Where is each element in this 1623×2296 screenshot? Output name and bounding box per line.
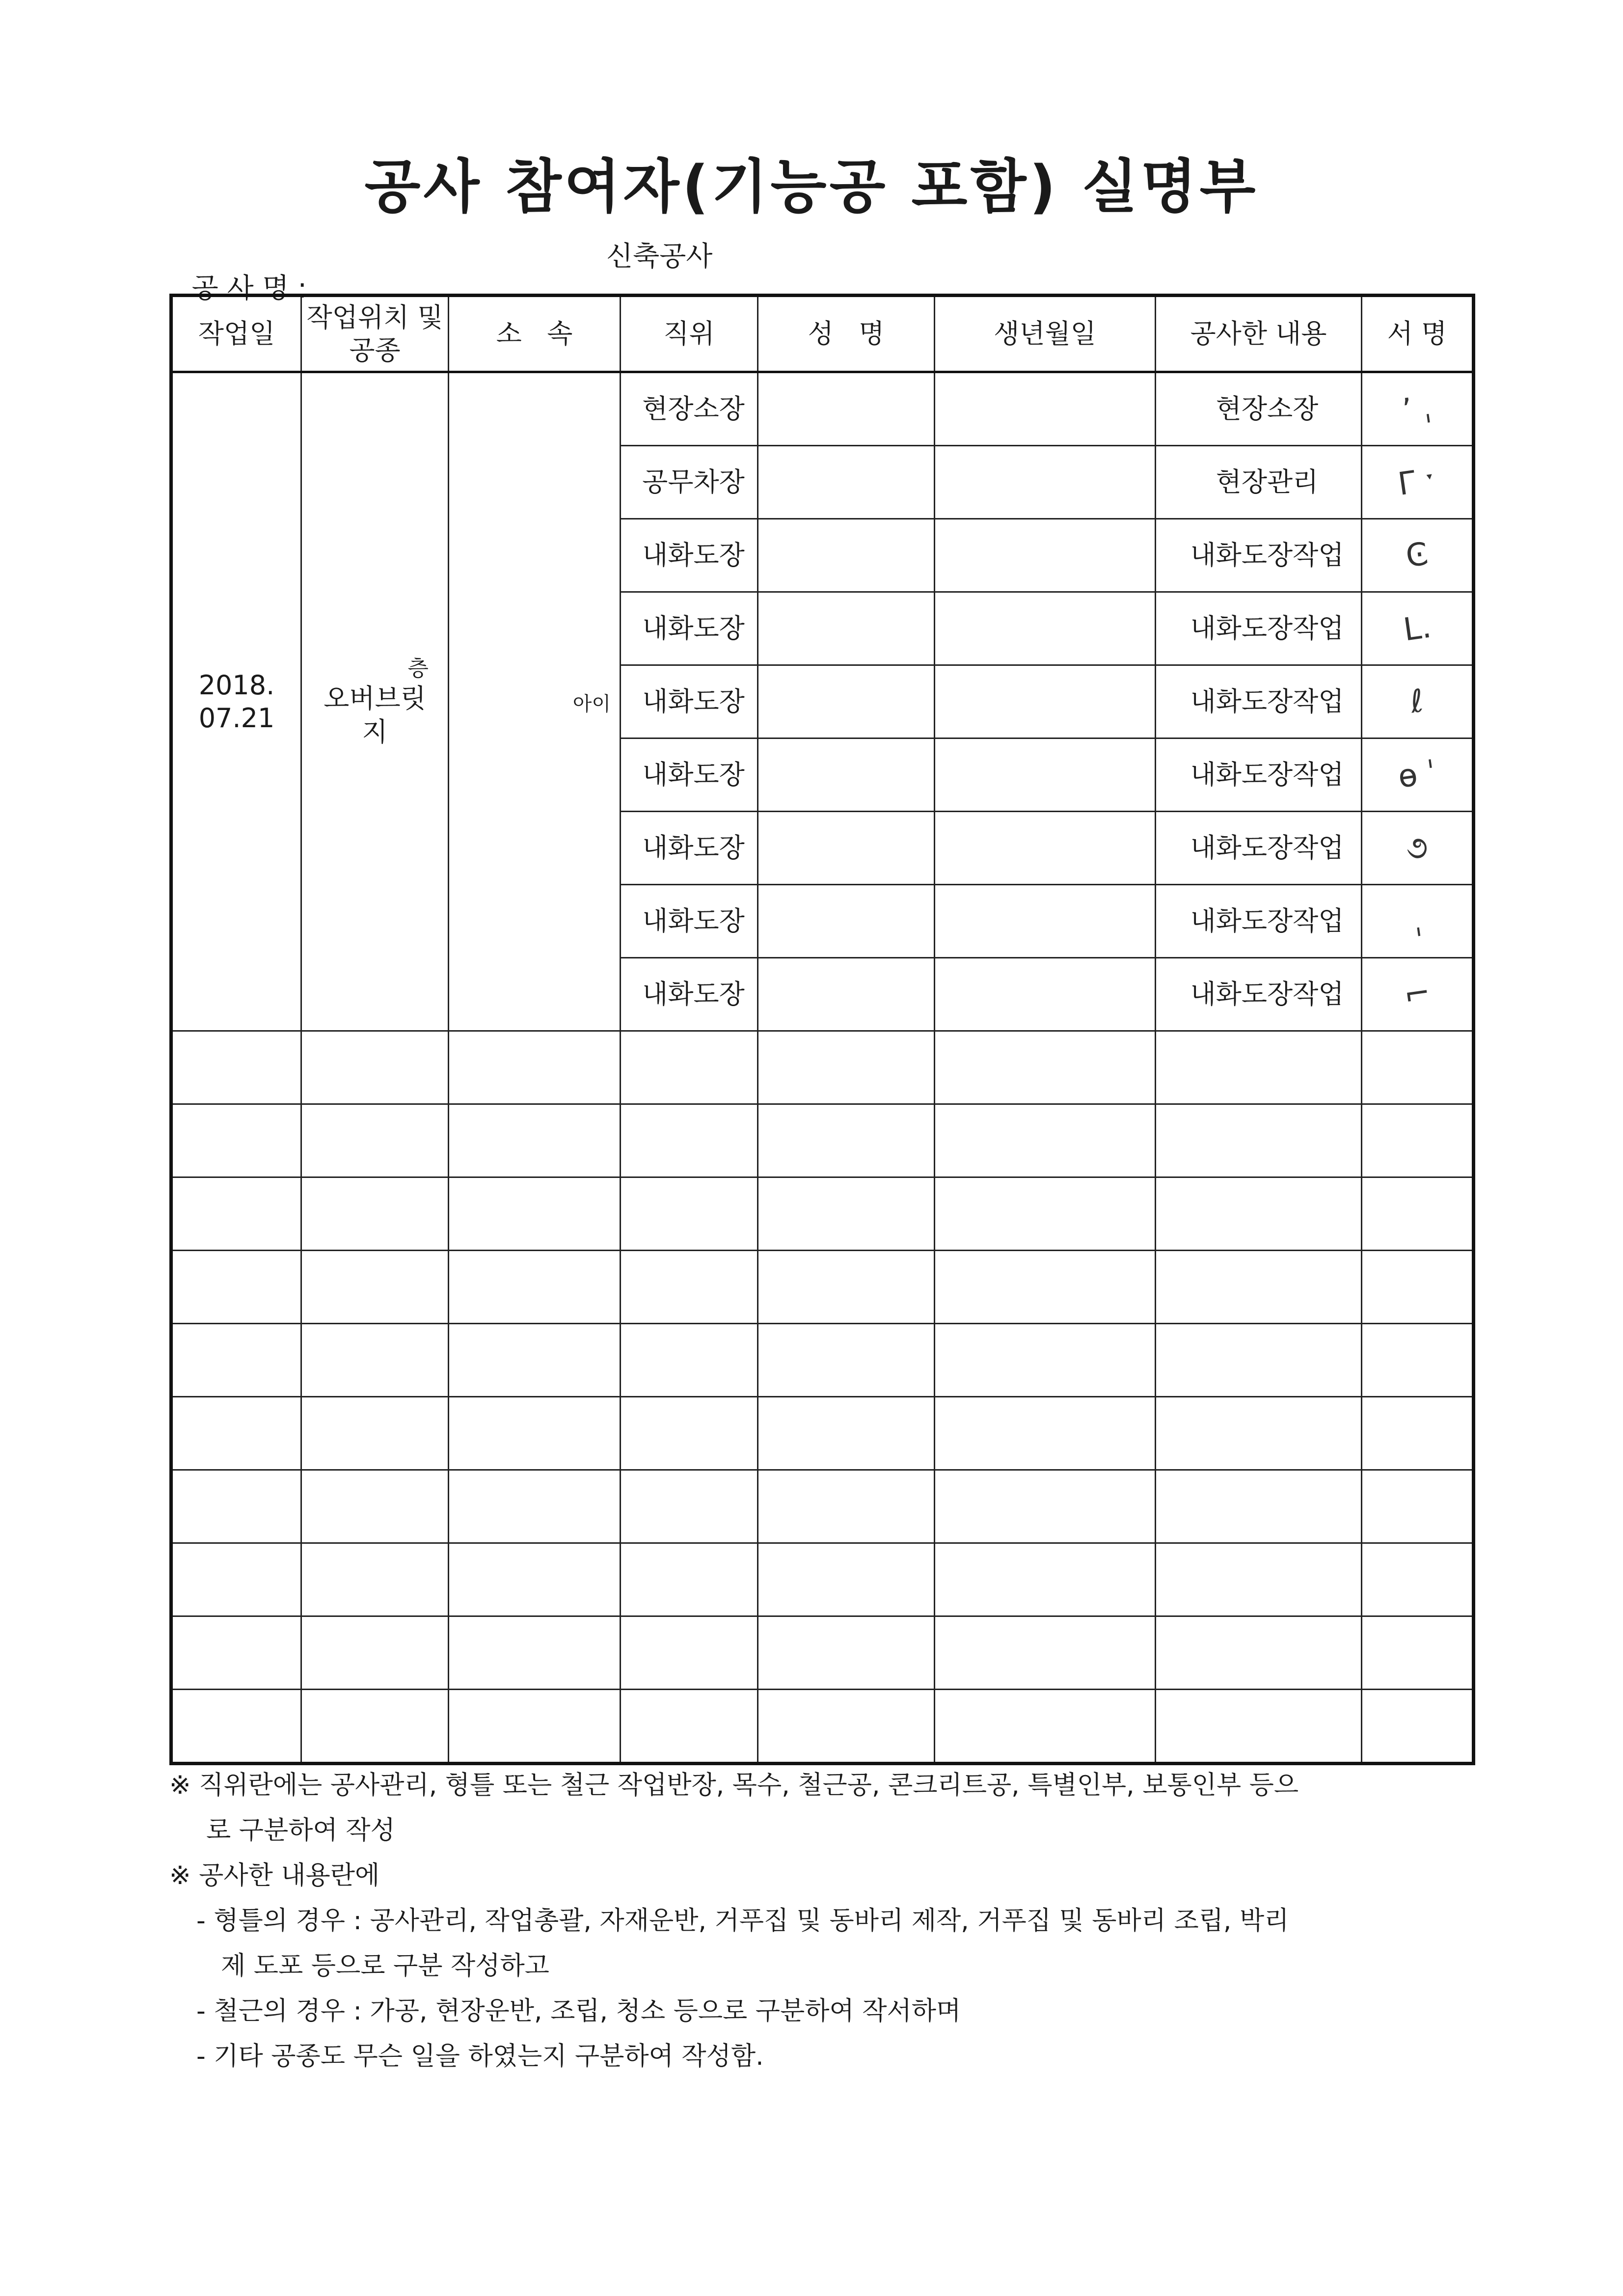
signature-mark: ɵ ˈ [1396, 754, 1438, 796]
empty-cell [621, 1543, 758, 1616]
empty-cell [621, 1104, 758, 1177]
empty-cell [301, 1543, 449, 1616]
empty-cell [449, 1690, 621, 1764]
empty-cell [1156, 1031, 1362, 1104]
signature-cell [1362, 519, 1474, 592]
empty-cell [171, 1616, 301, 1690]
role-cell: 현장소장 [621, 372, 758, 446]
empty-cell [758, 1543, 935, 1616]
empty-cell [171, 1543, 301, 1616]
empty-cell [1362, 1397, 1474, 1470]
header-row [171, 296, 1474, 372]
empty-cell [1156, 1616, 1362, 1690]
birth-cell [935, 738, 1156, 812]
role-cell: 내화도장 [621, 958, 758, 1031]
note-line: 로 구분하여 작성 [206, 1816, 395, 1845]
location-floor: 층 [407, 656, 429, 681]
work-cell: 내화도장작업 [1156, 958, 1362, 1031]
empty-row [171, 1177, 1474, 1251]
name-cell [758, 665, 935, 738]
work-cell: 내화도장작업 [1156, 665, 1362, 738]
header-work-date: 작업일 [171, 296, 301, 372]
empty-cell [621, 1470, 758, 1543]
empty-cell [449, 1177, 621, 1251]
empty-cell [171, 1104, 301, 1177]
empty-cell [758, 1251, 935, 1324]
empty-row [171, 1470, 1474, 1543]
empty-cell [1362, 1616, 1474, 1690]
work-cell: 현장관리 [1156, 446, 1362, 519]
signature-cell [1362, 885, 1474, 958]
signature-mark: Ͼ [1404, 536, 1431, 575]
empty-cell [935, 1031, 1156, 1104]
header-location: 작업위치 및 공종 [301, 296, 449, 372]
empty-cell [1156, 1251, 1362, 1324]
name-cell [758, 958, 935, 1031]
empty-cell [758, 1177, 935, 1251]
empty-cell [1362, 1543, 1474, 1616]
empty-cell [1156, 1470, 1362, 1543]
empty-cell [935, 1104, 1156, 1177]
name-cell [758, 885, 935, 958]
signature-mark: ૭ [1404, 828, 1431, 868]
location-cell [301, 372, 449, 1031]
role-cell: 내화도장 [621, 592, 758, 665]
work-date-part: 2018. [198, 669, 275, 701]
empty-cell [935, 1251, 1156, 1324]
empty-cell [758, 1470, 935, 1543]
note-line: ※ 공사한 내용란에 [169, 1861, 380, 1890]
empty-cell [935, 1690, 1156, 1764]
empty-cell [449, 1397, 621, 1470]
header-name: 성 명 [758, 296, 935, 372]
empty-cell [171, 1397, 301, 1470]
birth-cell [935, 885, 1156, 958]
empty-cell [449, 1104, 621, 1177]
empty-cell [621, 1031, 758, 1104]
table-body [171, 372, 1474, 1764]
empty-cell [1156, 1690, 1362, 1764]
signature-cell [1362, 446, 1474, 519]
empty-cell [1156, 1324, 1362, 1397]
birth-cell [935, 665, 1156, 738]
signature-mark: ℓ [1408, 683, 1426, 721]
table-row [171, 372, 1474, 446]
signature-cell [1362, 958, 1474, 1031]
empty-cell [301, 1324, 449, 1397]
role-cell: 내화도장 [621, 519, 758, 592]
work-cell: 내화도장작업 [1156, 519, 1362, 592]
empty-row [171, 1324, 1474, 1397]
empty-cell [935, 1616, 1156, 1690]
signature-cell [1362, 812, 1474, 885]
page-title: 공사 참여자(기능공 포함) 실명부 [364, 153, 1259, 220]
empty-cell [171, 1251, 301, 1324]
signature-cell [1362, 592, 1474, 665]
name-cell [758, 519, 935, 592]
role-cell: 내화도장 [621, 665, 758, 738]
empty-cell [758, 1104, 935, 1177]
work-cell: 내화도장작업 [1156, 885, 1362, 958]
empty-cell [301, 1104, 449, 1177]
empty-cell [301, 1031, 449, 1104]
empty-cell [621, 1177, 758, 1251]
empty-cell [171, 1690, 301, 1764]
empty-cell [758, 1690, 935, 1764]
header-role: 직위 [621, 296, 758, 372]
empty-cell [1362, 1177, 1474, 1251]
empty-cell [449, 1251, 621, 1324]
empty-cell [621, 1324, 758, 1397]
empty-cell [301, 1177, 449, 1251]
empty-cell [449, 1470, 621, 1543]
empty-cell [935, 1470, 1156, 1543]
empty-cell [1362, 1251, 1474, 1324]
name-cell [758, 592, 935, 665]
empty-cell [621, 1251, 758, 1324]
role-cell: 내화도장 [621, 885, 758, 958]
work-cell: 현장소장 [1156, 372, 1362, 446]
empty-row [171, 1397, 1474, 1470]
empty-cell [935, 1543, 1156, 1616]
empty-cell [621, 1690, 758, 1764]
empty-row [171, 1251, 1474, 1324]
empty-row [171, 1616, 1474, 1690]
participant-table [169, 294, 1475, 1765]
empty-cell [171, 1324, 301, 1397]
role-cell: 내화도장 [621, 812, 758, 885]
empty-cell [935, 1397, 1156, 1470]
empty-row [171, 1690, 1474, 1764]
empty-cell [758, 1031, 935, 1104]
signature-mark: ˌ [1410, 902, 1424, 940]
work-cell: 내화도장작업 [1156, 592, 1362, 665]
empty-cell [171, 1031, 301, 1104]
location-block [311, 655, 438, 748]
empty-cell [301, 1251, 449, 1324]
birth-cell [935, 519, 1156, 592]
empty-cell [301, 1690, 449, 1764]
header-affiliation: 소 속 [449, 296, 621, 372]
role-cell: 공무차장 [621, 446, 758, 519]
project-label: 공 사 명 : [191, 273, 307, 304]
affiliation-text: 아이 [572, 693, 611, 716]
name-cell [758, 738, 935, 812]
note-line: ※ 직위란에는 공사관리, 형틀 또는 철근 작업반장, 목수, 철근공, 콘크리트공, 특별인부, 보통인부 등으 [169, 1771, 1299, 1800]
work-date-part: 07.21 [198, 703, 275, 734]
empty-cell [758, 1616, 935, 1690]
header-work: 공사한 내용 [1156, 296, 1362, 372]
note-line: - 기타 공종도 무슨 일을 하였는지 구분하여 작성함. [196, 2042, 764, 2071]
signature-cell [1362, 372, 1474, 446]
empty-cell [1362, 1031, 1474, 1104]
empty-cell [935, 1177, 1156, 1251]
birth-cell [935, 592, 1156, 665]
work-cell: 내화도장작업 [1156, 738, 1362, 812]
empty-cell [171, 1470, 301, 1543]
notes-section [169, 1763, 1475, 2079]
empty-cell [449, 1031, 621, 1104]
empty-cell [1156, 1177, 1362, 1251]
affiliation-cell [449, 372, 621, 1031]
location-name [311, 682, 438, 748]
location-name-part: 오버브릿 [324, 683, 426, 714]
signature-mark: ᒪ. [1401, 608, 1434, 649]
empty-cell [1156, 1104, 1362, 1177]
birth-cell [935, 958, 1156, 1031]
empty-cell [1362, 1470, 1474, 1543]
empty-cell [1362, 1104, 1474, 1177]
empty-cell [171, 1177, 301, 1251]
project-name: 신축공사 [606, 241, 713, 273]
empty-cell [1362, 1324, 1474, 1397]
empty-cell [301, 1397, 449, 1470]
name-cell [758, 812, 935, 885]
empty-cell [1156, 1397, 1362, 1470]
empty-cell [449, 1324, 621, 1397]
note-line: 제 도포 등으로 구분 작성하고 [221, 1951, 549, 1981]
empty-cell [758, 1397, 935, 1470]
empty-row [171, 1543, 1474, 1616]
empty-cell [301, 1470, 449, 1543]
note-line: - 형틀의 경우 : 공사관리, 작업총괄, 자재운반, 거푸집 및 동바리 제작, 거푸집 및 동바리 조립, 박리 [196, 1906, 1289, 1936]
birth-cell [935, 812, 1156, 885]
role-cell: 내화도장 [621, 738, 758, 812]
name-cell [758, 372, 935, 446]
header-birth: 생년월일 [935, 296, 1156, 372]
header-signature: 서 명 [1362, 296, 1474, 372]
note-line: - 철근의 경우 : 가공, 현장운반, 조립, 청소 등으로 구분하여 작서하며 [196, 1996, 961, 2026]
empty-cell [1362, 1690, 1474, 1764]
empty-cell [935, 1324, 1156, 1397]
empty-cell [758, 1324, 935, 1397]
name-cell [758, 446, 935, 519]
signature-mark: ⌐ [1401, 974, 1433, 1014]
empty-cell [1156, 1543, 1362, 1616]
signature-mark: ʼ ˌ [1400, 389, 1434, 429]
empty-cell [449, 1616, 621, 1690]
work-cell: 내화도장작업 [1156, 812, 1362, 885]
signature-cell [1362, 738, 1474, 812]
empty-cell [449, 1543, 621, 1616]
empty-row [171, 1031, 1474, 1104]
work-date-cell [171, 372, 301, 1031]
birth-cell [935, 372, 1156, 446]
empty-cell [621, 1397, 758, 1470]
empty-cell [301, 1616, 449, 1690]
empty-row [171, 1104, 1474, 1177]
signature-cell [1362, 665, 1474, 738]
empty-cell [621, 1616, 758, 1690]
location-name-part: 지 [362, 716, 388, 747]
birth-cell [935, 446, 1156, 519]
signature-mark: ᒥ ˑ [1395, 461, 1439, 503]
